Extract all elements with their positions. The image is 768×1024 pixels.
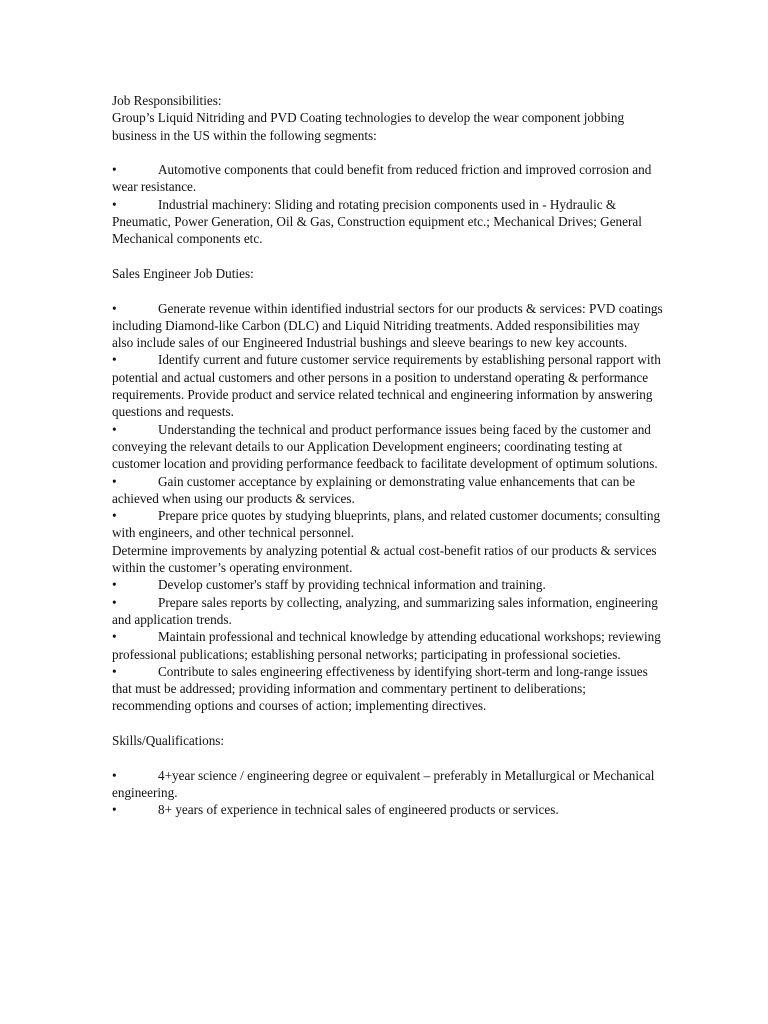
list-item [112, 421, 664, 473]
spacer [112, 282, 664, 299]
bullet-icon: • [112, 594, 117, 610]
list-item-text: Prepare sales reports by collecting, analyzing, and summarizing sales information, engineering and application trends. [112, 594, 658, 627]
list-item [112, 801, 664, 818]
list-item [112, 351, 664, 420]
list-item [112, 767, 664, 802]
section-heading-job-responsibilities: Job Responsibilities: [112, 93, 222, 108]
section-intro-paragraph: Group’s Liquid Nitriding and PVD Coating technologies to develop the wear component jobbing business in the US within the following segments: [112, 110, 628, 143]
list-item [112, 594, 664, 629]
spacer [112, 715, 664, 732]
bullet-icon: • [112, 421, 117, 437]
list-item-text: Automotive components that could benefit from reduced friction and improved corrosion and wear resistance. [112, 162, 652, 195]
list-item [112, 576, 664, 593]
list-item [112, 300, 664, 352]
bullet-icon: • [112, 508, 117, 524]
list-item-text: Gain customer acceptance by explaining or demonstrating value enhancements that can be achieved when using our products & services. [112, 473, 636, 506]
bullet-icon: • [112, 162, 117, 178]
document-page [112, 92, 664, 818]
spacer [112, 144, 664, 161]
list-item-text: Contribute to sales engineering effectiveness by identifying short-term and long-range issues that must be addressed; providing information and commentary pertinent to deliberations; recommending options and courses of action; implementing directives. [112, 663, 648, 714]
list-item-text: Prepare price quotes by studying blueprints, plans, and related customer documents; consulting with engineers, and other technical personnel. [112, 508, 661, 541]
bullet-icon: • [112, 300, 117, 316]
list-item-text: Generate revenue within identified industrial sectors for our products & services: PVD coatings including Diamond-like Carbon (DLC) and Liquid Nitriding treatments. Added responsibilities may also include sales of our Engineered Industrial bushings and sleeve bearings to new key accounts. [112, 300, 663, 351]
bullet-icon: • [112, 352, 117, 368]
bullet-icon: • [112, 767, 117, 783]
spacer [112, 749, 664, 766]
plain-paragraph: Determine improvements by analyzing potential & actual cost-benefit ratios of our products & services within the customer’s operating environment. [112, 542, 660, 576]
list-item-text: Maintain professional and technical knowledge by attending educational workshops; reviewing professional publications; establishing personal networks; participating in professional societies. [112, 629, 661, 662]
list-item-text: Identify current and future customer service requirements by establishing personal rapport with potential and actual customers and other persons in a position to understand operating & performance requirements. Provide product and service related technical and engineering information by answering questions and requests. [112, 352, 661, 420]
list-item-text: Industrial machinery: Sliding and rotating precision components used in - Hydraulic & Pneumatic, Power Generation, Oil & Gas, Construction equipment etc.; Mechanical Drives; General Mechanical components etc. [112, 196, 642, 247]
bullet-icon: • [112, 663, 117, 679]
list-item-text: 8+ years of experience in technical sales of engineered products or services. [158, 802, 559, 818]
section-heading-sales-engineer-duties: Sales Engineer Job Duties: [112, 265, 254, 281]
list-item [112, 473, 664, 508]
spacer [112, 248, 664, 265]
list-item [112, 628, 664, 663]
bullet-icon: • [112, 629, 117, 645]
list-item-text: 4+year science / engineering degree or equivalent – preferably in Metallurgical or Mechanical engineering. [112, 767, 655, 800]
section-heading-skills-qualifications: Skills/Qualifications: [112, 732, 225, 748]
list-item-text: Understanding the technical and product performance issues being faced by the customer and conveying the relevant details to our Application Development engineers; coordinating testing at customer location and providing performance feedback to facilitate development of optimum solutions. [112, 421, 658, 472]
list-item [112, 507, 664, 542]
bullet-icon: • [112, 473, 117, 489]
bullet-icon: • [112, 802, 117, 818]
list-item [112, 196, 664, 248]
list-item-text: Develop customer's staff by providing technical information and training. [158, 577, 546, 593]
list-item [112, 663, 664, 715]
bullet-icon: • [112, 577, 117, 593]
list-item [112, 161, 664, 196]
bullet-icon: • [112, 196, 117, 212]
